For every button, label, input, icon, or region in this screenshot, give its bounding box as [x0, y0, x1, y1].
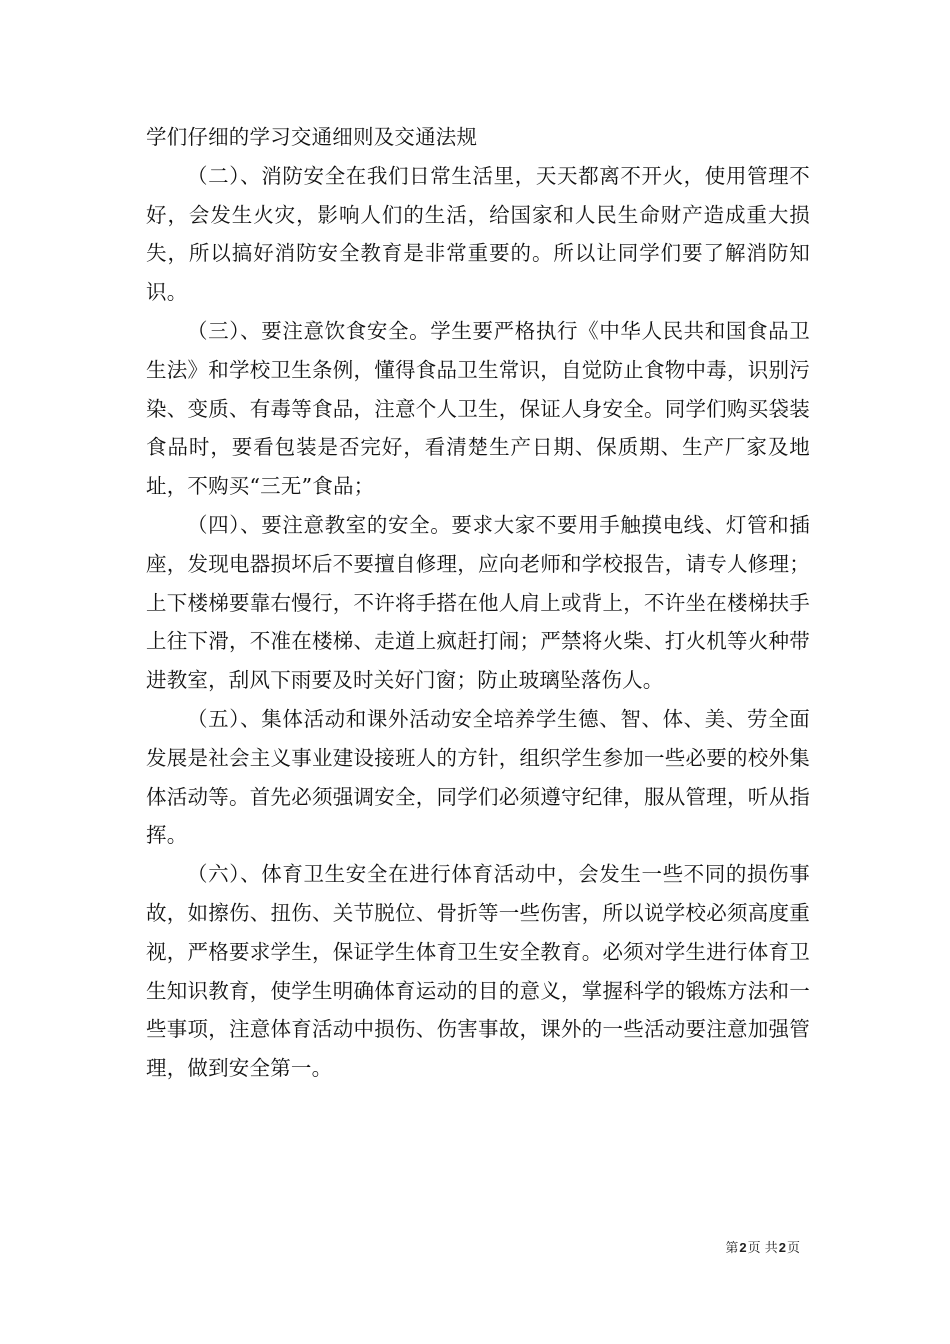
paragraph-fire-safety: （二）、消防安全在我们日常生活里，天天都离不开火，使用管理不好，会发生火灾，影响人们的生活，给国家和人民生命财产造成重大损失，所以搞好消防安全教育是非常重要的。所以让同学们要了解消防知识。 [146, 163, 810, 305]
document-body [146, 118, 810, 1088]
paragraph-food-safety: （三）、要注意饮食安全。学生要严格执行《中华人民共和国食品卫生法》和学校卫生条例，懂得食品卫生常识，自觉防止食物中毒，识别污染、变质、有毒等食品，注意个人卫生，保证人身安全。同学们购买袋装食品时，要看包装是否完好，看清楚生产日期、保质期、生产厂家及地址，不购买“三无”食品； [146, 318, 810, 499]
footer-current-page: 2 [739, 1240, 747, 1255]
paragraph-group-activity-safety: （五）、集体活动和课外活动安全培养学生德、智、体、美、劳全面发展是社会主义事业建设接班人的方针，组织学生参加一些必要的校外集体活动等。首先必须强调安全，同学们必须遵守纪律，服从管理，听从指挥。 [146, 706, 810, 848]
paragraph-classroom-safety: （四）、要注意教室的安全。要求大家不要用手触摸电线、灯管和插座，发现电器损坏后不要擅自修理，应向老师和学校报告，请专人修理；上下楼梯要靠右慢行，不许将手搭在他人肩上或背上，不许坐在楼梯扶手上往下滑，不准在楼梯、走道上疯赶打闹；严禁将火柴、打火机等火种带进教室，刮风下雨要及时关好门窗；防止玻璃坠落伤人。 [146, 512, 810, 693]
footer-total-pages: 2 [778, 1240, 786, 1255]
paragraph-continuation: 学们仔细的学习交通细则及交通法规 [146, 125, 478, 149]
paragraph-sports-hygiene-safety: （六）、体育卫生安全在进行体育活动中，会发生一些不同的损伤事故，如擦伤、扭伤、关节脱位、骨折等一些伤害，所以说学校必须高度重视，严格要求学生，保证学生体育卫生安全教育。必须对学生进行体育卫生知识教育，使学生明确体育运动的目的意义，掌握科学的锻炼方法和一些事项，注意体育活动中损伤、伤害事故，课外的一些活动要注意加强管理，做到安全第一。 [146, 862, 810, 1081]
footer-suffix: 页 [786, 1241, 800, 1256]
page-number-footer [725, 1240, 800, 1257]
footer-middle: 页 共 [747, 1241, 778, 1256]
footer-prefix: 第 [725, 1241, 739, 1256]
